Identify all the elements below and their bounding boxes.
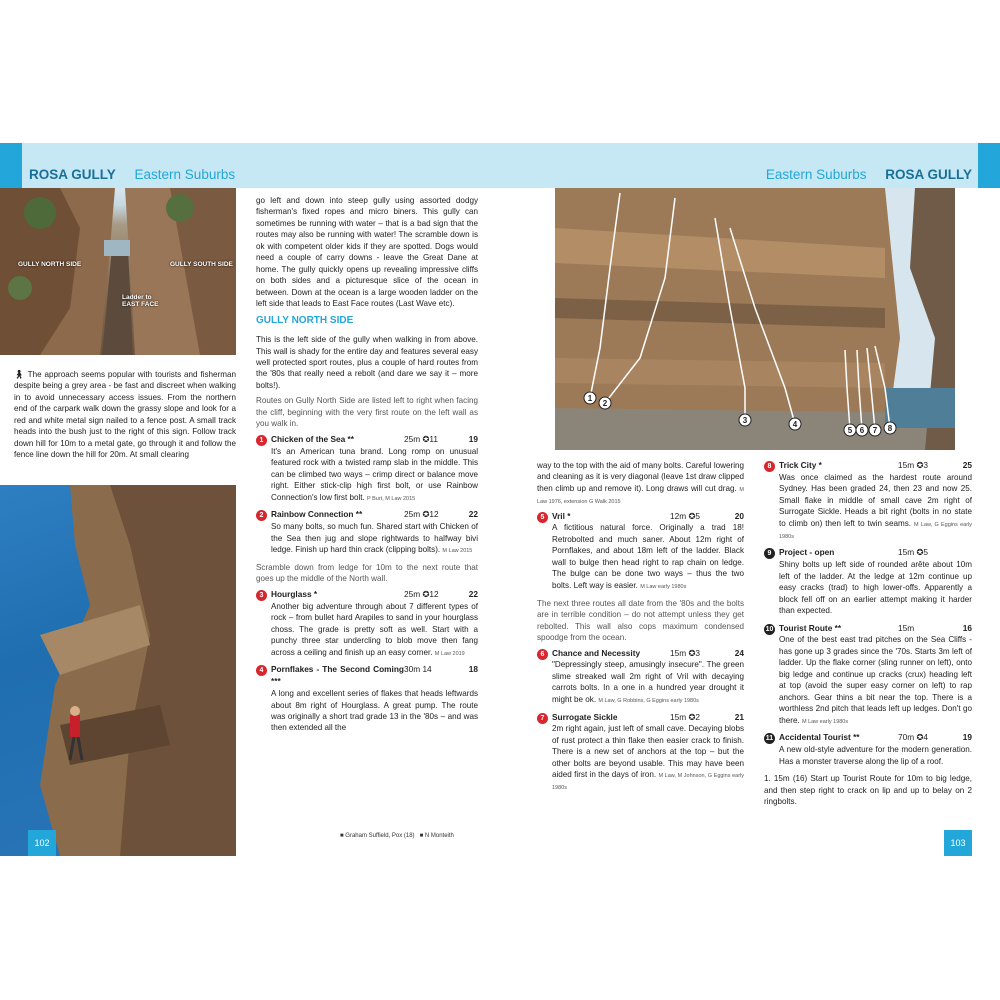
topo-photo-art (555, 188, 955, 450)
route-grade: 22 (468, 588, 478, 599)
route-grade: 25 (962, 460, 972, 470)
first-ascent: M Law early 1980s (801, 718, 849, 725)
route-name: Surrogate Sickle (552, 711, 618, 722)
page-number-left: 102 (28, 830, 56, 856)
approach-text: The approach seems popular with tourists and fisherman despite being a grey area - be fast and discreet when walking in to avoid unnecessary access issues. From the northern end of the carpark walk down the grassy slope and look for a red and white metal sign nailed to a fence post. A small track heads into the bush just to the right of this sign. Follow track down hill for 10m to a metal gate, go through it and follow the fence line down the hill for 20m. At small clearing (14, 370, 236, 460)
route-number: 1 (256, 435, 267, 446)
route-description: One of the best east trad pitches on the Sea Cliffs - has gone up 3 grades since the '70s. Starts 3m left of ladder. Up the flake corner (sling runner on left), onto big ledge and continue up cracks (crux) heading left at top (avoid the super easy corner on left) to rap anchors. Gear thins a bit near the top. There is a worthless 2nd pitch that leads left up ledges. Don't go there. (779, 635, 972, 725)
photo-credit (340, 833, 454, 839)
route-number: 5 (537, 512, 548, 523)
route-grade: 21 (734, 711, 744, 722)
route-item (256, 509, 478, 556)
route-length: 15m ✪5 (898, 547, 929, 558)
route-length: 15m ✪3 (898, 460, 929, 470)
topo-marker-label: 8 (887, 424, 893, 433)
column-two (256, 195, 478, 740)
credit-photographer: N Monteith (424, 833, 454, 839)
route-number: 6 (537, 649, 548, 660)
first-ascent: M Law, M Johnson, G Eggins early 1980s (552, 773, 745, 792)
route-number: 10 (765, 625, 774, 633)
route-number: 4 (256, 665, 267, 676)
route-name: Chicken of the Sea ** (271, 433, 354, 444)
route-name: Tourist Route ** (779, 622, 842, 633)
approach-column (14, 369, 236, 465)
route-description: It's an American tuna brand. Long romp on unusual featured rock with a twisted ramp slab in the middle. This can be climbed two ways – crimp direct or balance move right. Either stick-clip high first bolt, or use Rainbow Connection's low first bolt. (271, 446, 478, 502)
route-grade: 18 (468, 664, 478, 675)
section-heading-north: GULLY NORTH SIDE (256, 314, 354, 326)
route-name: Chance and Necessity (552, 647, 641, 658)
region-label: Eastern Suburbs (765, 167, 867, 182)
page-header-left (29, 167, 235, 182)
route-grade: 16 (962, 622, 972, 633)
left-page (0, 143, 500, 856)
route-description: Shiny bolts up left side of rounded arête about 10m left of the ladder. At the ledge at 12m continue up easy cracks (trad) to high lower-offs. Apparently a block fell off on an earlier attempt making it harder than expected. (779, 560, 972, 616)
route-grade: 22 (468, 509, 478, 520)
route-item (764, 732, 972, 767)
first-ascent: M Law early 1980s (640, 583, 687, 590)
route-item (537, 511, 744, 592)
route-name: Vril * (552, 510, 571, 521)
topo-marker-label: 7 (872, 426, 878, 435)
first-ascent: P Burt, M Law 2015 (367, 495, 416, 502)
route-name: Rainbow Connection ** (271, 509, 363, 520)
north-side-note: Routes on Gully North Side are listed left to right when facing the cliff, beginning with the very first route on the left wall as you walk in. (256, 396, 478, 429)
topo-marker-label: 5 (847, 426, 853, 435)
route-length: 15m ✪3 (670, 647, 701, 658)
chapter-tab (978, 143, 1000, 188)
first-ascent: M Law 1976, extension G Walk 2015 (537, 486, 744, 505)
label-south-side: GULLY SOUTH SIDE (170, 261, 233, 268)
route-number: 8 (764, 461, 775, 472)
gully-photo (0, 188, 236, 355)
first-ascent: M Law, G Robbins, G Eggins early 1980s (598, 697, 699, 704)
north-side-text: This is the left side of the gully when walking in from above. This wall is shady for the entire day and features several easy well protected sport routes, plus a couple of hard routes from the '80s that really need a rebolt (and dare we say it – more bolts!). (256, 335, 478, 390)
route-number: 2 (256, 510, 267, 521)
route-name: Pornflakes - The Second Coming *** (271, 664, 404, 687)
route-description: So many bolts, so much fun. Shared start with Chicken of the Sea then jug and slope rightwards to halfway bivi ledge. Finish up hard thin crack (clipping bolts). (271, 522, 478, 555)
gully-photo-art (0, 188, 236, 355)
climber-photo (0, 485, 236, 856)
topo-marker-label: 6 (859, 426, 865, 435)
first-ascent: M Law 2015 (442, 548, 473, 555)
route-length: 25m ✪12 (404, 588, 439, 599)
route-description: A new old-style adventure for the modern generation. Has a monster traverse along the lip of a roof. (779, 745, 972, 766)
route-number: 9 (764, 548, 775, 559)
right-page (500, 143, 1000, 856)
chapter-tab (0, 143, 22, 188)
route-description: 2m right again, just left of small cave. Decaying blobs of rust protect a thin flake then easier crack to finish. There is a new set of anchors at the top – but the other bolts are beyond usable. This may have been aided first in the days of iron. (552, 724, 744, 780)
route-continuation: way to the top with the aid of many bolts. Careful lowering and cleaning as it is very diagonal (leave 1st draw clipped then climb up and remove it). Long draws will cut drag. (537, 461, 744, 493)
route-grade: 24 (734, 647, 744, 658)
route-length: 30m 14 (404, 664, 432, 675)
route-name: Project - open (779, 547, 835, 558)
first-ascent: M Law, G Eggins early 1980s (779, 521, 973, 540)
route-grade: 20 (734, 510, 744, 521)
topo-photo (555, 188, 955, 450)
camera-icon: ■ (340, 833, 344, 839)
route-number: 3 (256, 590, 267, 601)
route-length: 12m ✪5 (670, 510, 701, 521)
camera-icon: ■ (419, 833, 424, 839)
first-ascent: M Law 2019 (434, 650, 465, 657)
route-length: 25m ✪12 (404, 509, 439, 520)
route-length: 15m ✪2 (670, 711, 701, 722)
route-number: 7 (537, 713, 548, 724)
page-header-right (766, 167, 972, 182)
route-grade: 19 (962, 732, 972, 743)
next-three-note: The next three routes all date from the '80s and the bolts are in terrible condition – do not attempt unless they get rebolted. This wall also cops maximum condensed spoodge from the ocean. (537, 598, 744, 643)
route-grade: 19 (468, 433, 478, 444)
route-length: 70m ✪4 (898, 732, 929, 743)
topo-marker-label: 4 (792, 420, 798, 429)
route-item (256, 589, 478, 659)
walker-icon: 🚶︎ (14, 370, 25, 379)
route-length: 15m (898, 622, 915, 633)
label-ladder: Ladder to EAST FACE (122, 294, 159, 309)
route-item (537, 648, 744, 706)
route-description: "Depressingly steep, amusingly insecure". The green slime streaked wall 2m right of Vril with decaying carrots bolts. In a one in a hundred year drought it might be ok. (552, 660, 744, 704)
page-title: ROSA GULLY (29, 167, 116, 182)
topo-marker-label: 3 (742, 416, 748, 425)
pitch-text: 1. 15m (16) Start up Tourist Route for 10m to big ledge, and then step right to crack on lip and up to belay on 2 ringbolts. (764, 774, 972, 807)
column-three (537, 460, 744, 799)
route-item (764, 460, 972, 541)
route-item (764, 623, 972, 727)
page-number-right: 103 (944, 830, 972, 856)
region-label: Eastern Suburbs (134, 167, 236, 182)
page-title: ROSA GULLY (885, 167, 972, 182)
route-description: A fictitious natural force. Originally a trad 18! Retrobolted and much saner. About 12m right of Pornflakes, and about 18m left of the ladder. Black wall to bulge then head right to rap chain on ledge. The bulge can be done two ways – thus the two bolts. Left way is easier. (552, 523, 744, 590)
route-name: Accidental Tourist ** (779, 732, 860, 743)
route-grade (956, 547, 972, 559)
route-number: 11 (765, 735, 774, 743)
route-name: Hourglass * (271, 588, 318, 599)
route-description: Another big adventure through about 7 different types of rock – from bullet hard Arapiles to sand in your hourglass choss. The grade is pretty soft as well. Start with a punchy three star undercling to blob move then fang across a ceiling and finish up an easy corner. (271, 601, 478, 657)
topo-marker-label: 2 (602, 399, 608, 408)
scramble-note: Scramble down from ledge for 10m to the next route that goes up the middle of the North wall. (256, 562, 478, 584)
topo-marker-label: 1 (587, 394, 593, 403)
route-description: Was once claimed as the hardest route around Sydney. Has been graded 24, then 23 and now 25. Small flake in middle of small cave 2m right of Surrogate Sickle. Heads a bit right (bolts in no state to climb on) then left to twin seams. (779, 472, 972, 528)
route-item (537, 712, 744, 793)
climber-photo-art (0, 485, 236, 856)
label-north-side: GULLY NORTH SIDE (18, 261, 82, 268)
route-length: 25m ✪11 (404, 433, 439, 444)
route-description: A long and excellent series of flakes that heads leftwards about 8m right of Hourglass. A great pump. The route was originally a short trad grade 13 in the '80s – and was then extended all the (271, 689, 478, 733)
route-item (256, 434, 478, 504)
route-item (764, 547, 972, 616)
route-item (256, 664, 478, 734)
intro-text: go left and down into steep gully using assorted dodgy fisherman's fixed ropes and micro biners. This gully can sometimes be running with water – that is a bad sign that the routes may also be running with water! The scramble down is ok with competent older kids if they are spotted. Dogs would need a couple of carry downs - leave the Great Dane at home. The gully quickly opens up revealing impressive cliffs on both sides and a picturesque slice of the ocean in between. Down at the ocean is a large wooden ladder on the left side that leads to East Face routes (Last Wave etc). (256, 196, 478, 309)
route-name: Trick City * (779, 460, 822, 470)
credit-climber: Graham Suffield, Pox (18) (345, 833, 415, 839)
column-four (764, 460, 972, 812)
